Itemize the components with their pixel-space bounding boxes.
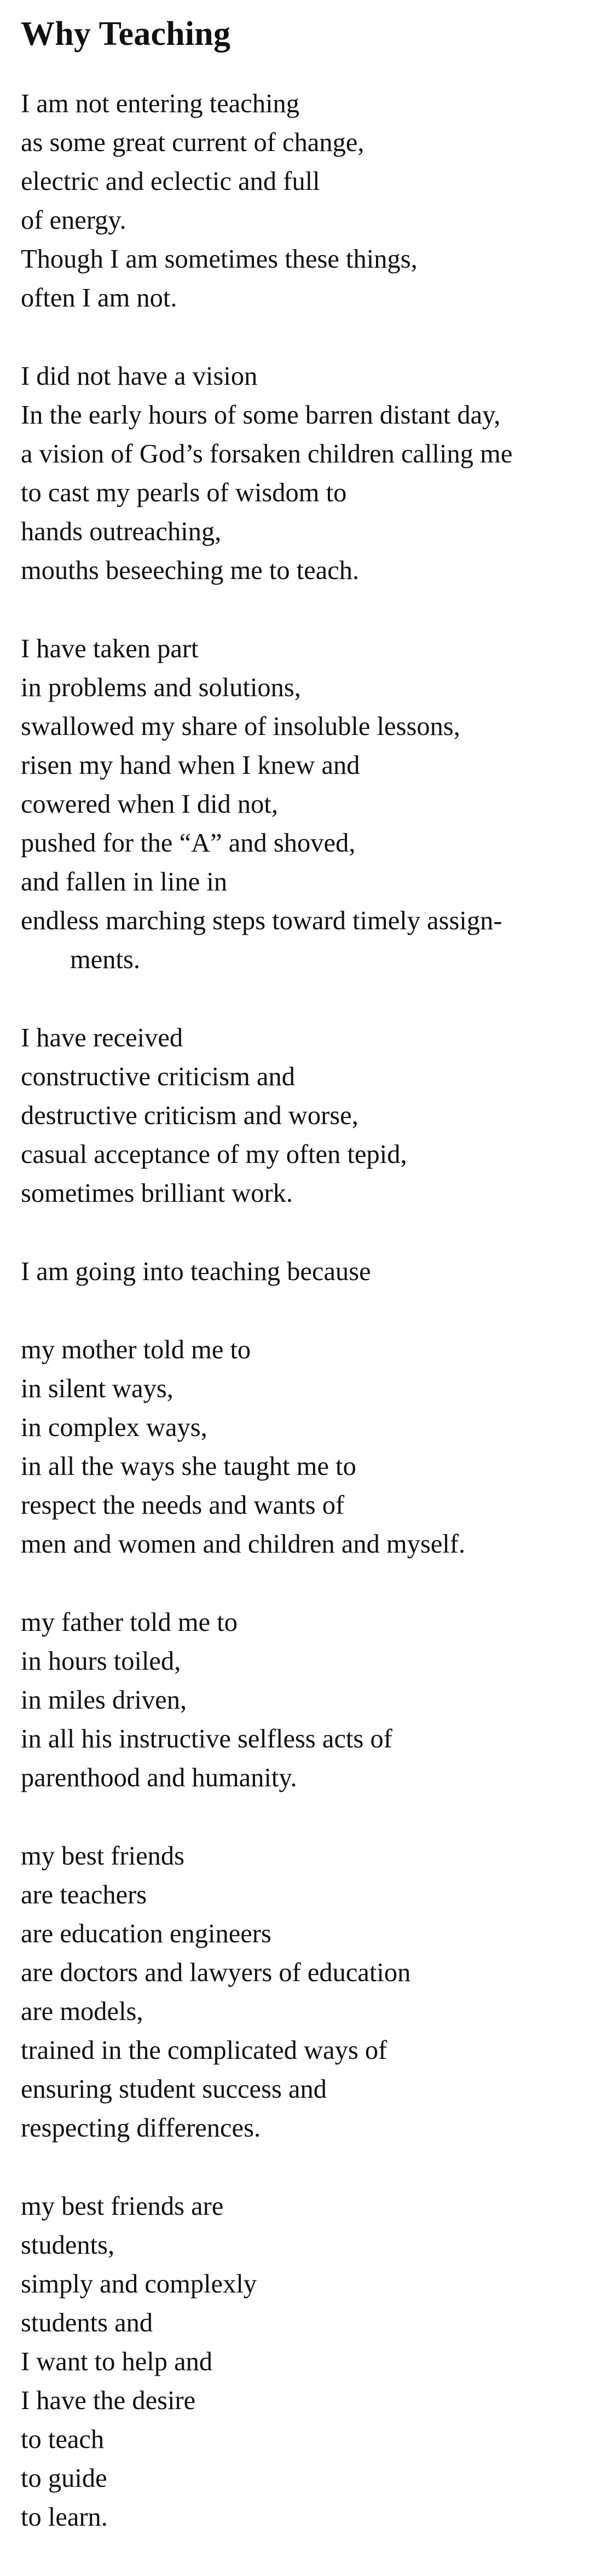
poem-line: I am not entering teaching <box>21 89 300 118</box>
stanza-7 <box>21 1603 584 1797</box>
poem-line: are models, <box>21 1997 143 2026</box>
poem-line: hands outreaching, <box>21 517 222 546</box>
poem-line-continuation: ments. <box>70 945 140 974</box>
poem-line: are education engineers <box>21 1919 271 1948</box>
stanza-9 <box>21 2187 584 2537</box>
poem-line: destructive criticism and worse, <box>21 1101 358 1130</box>
poem-line: I have received <box>21 1023 183 1052</box>
poem-line: to learn. <box>21 2503 108 2532</box>
poem-line: I want to help and <box>21 2347 213 2376</box>
poem-line: risen my hand when I knew and <box>21 751 360 780</box>
poem-line: respect the needs and wants of <box>21 1491 345 1520</box>
stanza-1 <box>21 84 584 317</box>
poem-line: students and <box>21 2308 153 2337</box>
poem-line: my father told me to <box>21 1608 238 1637</box>
poem-line: simply and complexly <box>21 2270 257 2299</box>
poem-line: my mother told me to <box>21 1335 251 1364</box>
poem-line: swallowed my share of insoluble lessons, <box>21 712 460 741</box>
poem-line: to teach <box>21 2425 105 2454</box>
poem-line: of energy. <box>21 206 126 235</box>
poem-line: in hours toiled, <box>21 1647 181 1676</box>
poem-line: men and women and children and myself. <box>21 1530 466 1559</box>
poem-line: cowered when I did not, <box>21 790 279 819</box>
poem-line: are teachers <box>21 1880 147 1909</box>
poem-page <box>21 14 584 2576</box>
poem-line: mouths beseeching me to teach. <box>21 556 360 585</box>
poem-line: I am going into teaching because <box>21 1257 371 1286</box>
poem-line: parenthood and humanity. <box>21 1763 297 1792</box>
poem-line: in problems and solutions, <box>21 673 301 702</box>
poem-line: ensuring student success and <box>21 2075 327 2104</box>
poem-line: I did not have a vision <box>21 362 258 391</box>
stanza-6 <box>21 1330 584 1564</box>
poem-line: in silent ways, <box>21 1374 173 1403</box>
poem-line: my best friends are <box>21 2192 224 2221</box>
stanza-3 <box>21 629 584 979</box>
poem-line: as some great current of change, <box>21 128 364 157</box>
stanza-8 <box>21 1837 584 2147</box>
poem-line: students, <box>21 2231 115 2260</box>
poem-line: Though I am sometimes these things, <box>21 245 418 274</box>
poem-line: constructive criticism and <box>21 1062 296 1091</box>
poem-line: respecting differences. <box>21 2114 261 2143</box>
poem-line: in all his instructive selfless acts of <box>21 1724 392 1753</box>
poem-line: pushed for the “A” and shoved, <box>21 829 356 858</box>
poem-line: my best friends <box>21 1842 185 1871</box>
poem-line: and fallen in line in <box>21 867 228 896</box>
poem-line: I have the desire <box>21 2386 196 2415</box>
poem-line: to cast my pearls of wisdom to <box>21 478 347 507</box>
poem-line: to guide <box>21 2464 107 2493</box>
poem-line: I have taken part <box>21 634 199 663</box>
poem-line: in miles driven, <box>21 1686 187 1715</box>
stanza-4 <box>21 1018 584 1213</box>
poem-line: often I am not. <box>21 283 177 312</box>
poem-line: sometimes brilliant work. <box>21 1179 293 1208</box>
poem-line: a vision of God’s forsaken children calling me <box>21 439 513 468</box>
poem-line: electric and eclectic and full <box>21 167 320 196</box>
stanza-5 <box>21 1252 584 1291</box>
poem-line: endless marching steps toward timely assign- <box>21 906 502 935</box>
poem-line: in complex ways, <box>21 1413 207 1442</box>
poem-line: casual acceptance of my often tepid, <box>21 1140 407 1169</box>
poem-line: in all the ways she taught me to <box>21 1452 356 1481</box>
poem-line: are doctors and lawyers of education <box>21 1958 411 1987</box>
poem-line: In the early hours of some barren distant day, <box>21 401 501 430</box>
poem-title: Why Teaching <box>21 15 231 53</box>
poem-line: trained in the complicated ways of <box>21 2036 387 2065</box>
stanza-2 <box>21 357 584 590</box>
